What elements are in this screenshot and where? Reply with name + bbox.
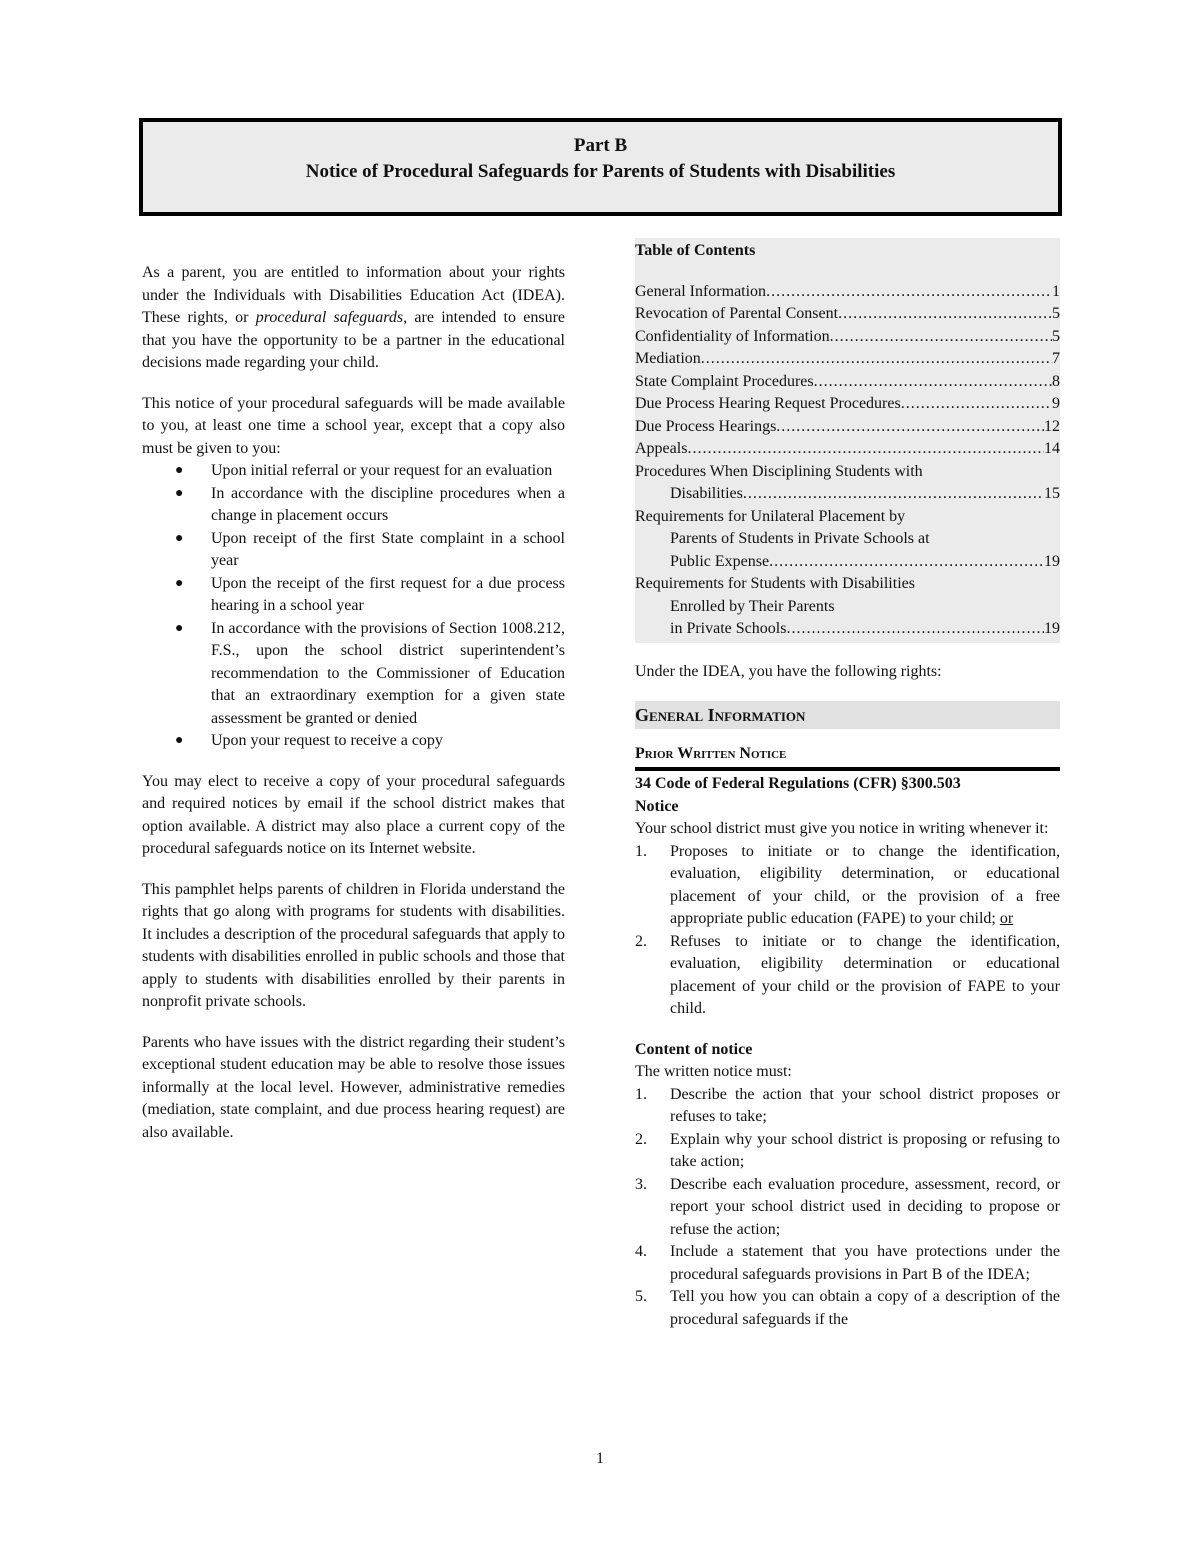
toc-entry-label: State Complaint Procedures xyxy=(635,372,814,390)
list-item-text: Upon your request to receive a copy xyxy=(211,732,443,749)
toc-entry-enrolled[interactable] xyxy=(635,573,1060,641)
document-title: Notice of Procedural Safeguards for Parents of Students with Disabilities xyxy=(305,161,896,182)
toc-entry-continuation xyxy=(635,528,1060,551)
toc-leader xyxy=(769,551,1044,574)
toc-entry-label: Parents of Students in Private Schools at xyxy=(670,530,930,547)
notice-heading: Notice xyxy=(635,797,679,815)
toc-page-number: 14 xyxy=(1044,440,1060,457)
list-item xyxy=(635,1174,1060,1242)
toc-entry[interactable] xyxy=(635,348,1060,371)
list-number: 5. xyxy=(635,1288,647,1305)
list-item-text: In accordance with the provisions of Section 1008.212, F.S., upon the school district superintendent’s recommendation to the Commissioner of Education that an extraordinary exemption for a given state assessment be granted or denied xyxy=(211,619,565,727)
list-item xyxy=(142,460,565,483)
list-number: 1. xyxy=(635,1085,647,1103)
list-number: 4. xyxy=(635,1243,647,1260)
list-item xyxy=(635,1241,1060,1286)
toc-leader xyxy=(786,618,1044,641)
toc-page-number: 8 xyxy=(1052,372,1060,390)
list-item-text: Include a statement that you have protections under the procedural safeguards provisions in Part B of the IDEA; xyxy=(670,1243,1060,1283)
toc-entry[interactable] xyxy=(635,281,1060,304)
content-heading: Content of notice xyxy=(635,1040,753,1058)
toc-leader xyxy=(901,393,1052,416)
intro-paragraph xyxy=(142,262,565,375)
toc-entry-label: Due Process Hearings xyxy=(635,417,777,435)
toc-entry-label: in Private Schools xyxy=(670,620,787,637)
toc-leader xyxy=(743,483,1044,506)
toc-page-number: 1 xyxy=(1052,282,1060,300)
toc-entry-continuation xyxy=(635,551,1060,574)
toc-entry-label: Requirements for Unilateral Placement by xyxy=(635,507,906,525)
procedural-safeguards-term: procedural safeguards xyxy=(255,309,404,326)
notice-conditions-list xyxy=(635,841,1060,1021)
toc-entry-label: Disabilities xyxy=(670,485,743,502)
toc-entry[interactable] xyxy=(635,303,1060,326)
or-underlined: or xyxy=(999,910,1014,927)
list-item xyxy=(142,730,565,753)
toc-page-number: 19 xyxy=(1044,552,1060,570)
toc-entry[interactable] xyxy=(635,416,1060,439)
toc-page-number: 5 xyxy=(1052,327,1060,345)
bullet-icon: ● xyxy=(175,463,184,478)
list-item-text: Upon initial referral or your request for an evaluation xyxy=(211,462,553,479)
toc-leader xyxy=(701,348,1052,371)
right-column xyxy=(635,238,1060,1331)
list-item-text: Refuses to initiate or to change the identification, evaluation, eligibility determination or educational placement of your child or the provision of FAPE to your child. xyxy=(670,932,1060,1017)
availability-paragraph: This notice of your procedural safeguards will be made available to you, at least one time a school year, except that a copy also must be given to you: xyxy=(142,394,565,457)
bullet-icon: ● xyxy=(175,485,184,501)
bullet-icon: ● xyxy=(175,733,184,748)
list-item xyxy=(142,528,565,573)
toc-entry-label: Confidentiality of Information xyxy=(635,327,830,345)
toc-page-number: 15 xyxy=(1044,485,1060,502)
list-number: 3. xyxy=(635,1175,647,1193)
bullet-icon: ● xyxy=(175,530,184,546)
toc-entry[interactable] xyxy=(635,371,1060,394)
list-item-text: Describe the action that your school district proposes or refuses to take; xyxy=(670,1085,1060,1125)
list-item xyxy=(635,1129,1060,1174)
toc-page-number: 5 xyxy=(1052,305,1060,322)
toc-heading: Table of Contents xyxy=(635,242,756,259)
toc-leader xyxy=(830,326,1052,349)
toc-leader xyxy=(766,281,1052,304)
toc-leader xyxy=(814,371,1052,394)
bullet-icon: ● xyxy=(175,620,184,636)
toc-entry-label: Enrolled by Their Parents xyxy=(670,597,835,615)
list-item-text: Upon the receipt of the first request for a due process hearing in a school year xyxy=(211,574,565,614)
toc-page-number: 9 xyxy=(1052,395,1060,412)
list-item xyxy=(142,618,565,731)
toc-entry-label: Revocation of Parental Consent xyxy=(635,305,839,322)
toc-entry-continuation xyxy=(635,596,1060,619)
toc-entry-unilateral[interactable] xyxy=(635,506,1060,574)
toc-entry-label: Procedures When Disciplining Students with xyxy=(635,462,923,480)
toc-entry-label: Mediation xyxy=(635,350,701,367)
list-number: 2. xyxy=(635,1130,647,1148)
toc-entry[interactable] xyxy=(635,393,1060,416)
list-item xyxy=(142,573,565,618)
part-label: Part B xyxy=(573,135,628,156)
intro-text: As a parent, you are entitled to information about your rights under the Individuals with Disabilities Education Act (IDEA). These rights, or xyxy=(142,264,565,326)
toc-leader xyxy=(776,416,1044,439)
list-item xyxy=(635,1286,1060,1331)
section-heading: General Information xyxy=(635,701,1060,729)
list-item-text: Tell you how you can obtain a copy of a description of the procedural safeguards if the xyxy=(670,1288,1060,1328)
toc-leader xyxy=(838,303,1052,326)
list-number: 2. xyxy=(635,932,647,950)
content-requirements-list xyxy=(635,1084,1060,1332)
toc-entry-discipline[interactable] xyxy=(635,461,1060,506)
email-paragraph: You may elect to receive a copy of your procedural safeguards and required notices by email if the school district makes that option available. A district may also place a current copy of the procedural safeguards notice on its Internet website. xyxy=(142,772,565,857)
list-item-text: Upon receipt of the first State complaint in a school year xyxy=(211,529,565,569)
list-item-text: Explain why your school district is proposing or refusing to take action; xyxy=(670,1130,1060,1170)
toc-page-number: 12 xyxy=(1044,417,1060,435)
title-box xyxy=(139,118,1062,216)
list-item xyxy=(142,483,565,528)
toc-entry-label: Due Process Hearing Request Procedures xyxy=(635,395,901,412)
content-intro: The written notice must: xyxy=(635,1063,792,1080)
toc-entry-label: Appeals xyxy=(635,440,688,457)
list-item-text: Proposes to initiate or to change the identification, evaluation, eligibility determination, or educational placement of your child, or the provision of a free appropriate public education (FAPE) to your child; xyxy=(670,842,1060,927)
left-column xyxy=(142,262,565,1162)
toc-page-number: 19 xyxy=(1044,620,1060,637)
remedies-paragraph: Parents who have issues with the district regarding their student’s exceptional student education may be able to resolve those issues informally at the local level. However, administrative remedies (mediation, state complaint, and due process hearing request) are also available. xyxy=(142,1033,565,1141)
toc-leader xyxy=(687,438,1044,461)
rights-intro: Under the IDEA, you have the following rights: xyxy=(635,662,942,680)
toc-entry-continuation xyxy=(635,483,1060,506)
toc-entry[interactable] xyxy=(635,326,1060,349)
list-item xyxy=(635,931,1060,1021)
toc-entry-label: Public Expense xyxy=(670,552,770,570)
pamphlet-paragraph: This pamphlet helps parents of children in Florida understand the rights that go along with programs for students with disabilities. It includes a description of the procedural safeguards that apply to students with disabilities enrolled in public schools and those that apply to students with disabilities enrolled by their parents in nonprofit private schools. xyxy=(142,880,565,1010)
table-of-contents xyxy=(635,238,1060,643)
subsection-heading: Prior Written Notice xyxy=(635,743,1060,771)
list-item-text: Describe each evaluation procedure, assessment, record, or report your school district used in deciding to propose or refuse the action; xyxy=(670,1175,1060,1238)
list-item xyxy=(635,1084,1060,1129)
intro-text-end: , are intended to ensure that you have the opportunity to be a partner in the educational decisions made regarding your child. xyxy=(142,309,566,371)
page-number: 1 xyxy=(596,1450,604,1467)
list-item-text: In accordance with the discipline procedures when a change in placement occurs xyxy=(211,484,565,524)
copy-conditions-list xyxy=(142,460,565,753)
cfr-citation: 34 Code of Federal Regulations (CFR) §300.503 xyxy=(635,775,961,792)
bullet-icon: ● xyxy=(175,575,184,591)
list-number: 1. xyxy=(635,842,647,860)
toc-entry-continuation xyxy=(635,618,1060,641)
toc-entry-label: General Information xyxy=(635,282,767,300)
toc-entry[interactable] xyxy=(635,438,1060,461)
notice-intro: Your school district must give you notice in writing whenever it: xyxy=(635,820,1049,837)
toc-page-number: 7 xyxy=(1052,350,1060,367)
list-item xyxy=(635,841,1060,931)
toc-entry-label: Requirements for Students with Disabilities xyxy=(635,575,915,592)
